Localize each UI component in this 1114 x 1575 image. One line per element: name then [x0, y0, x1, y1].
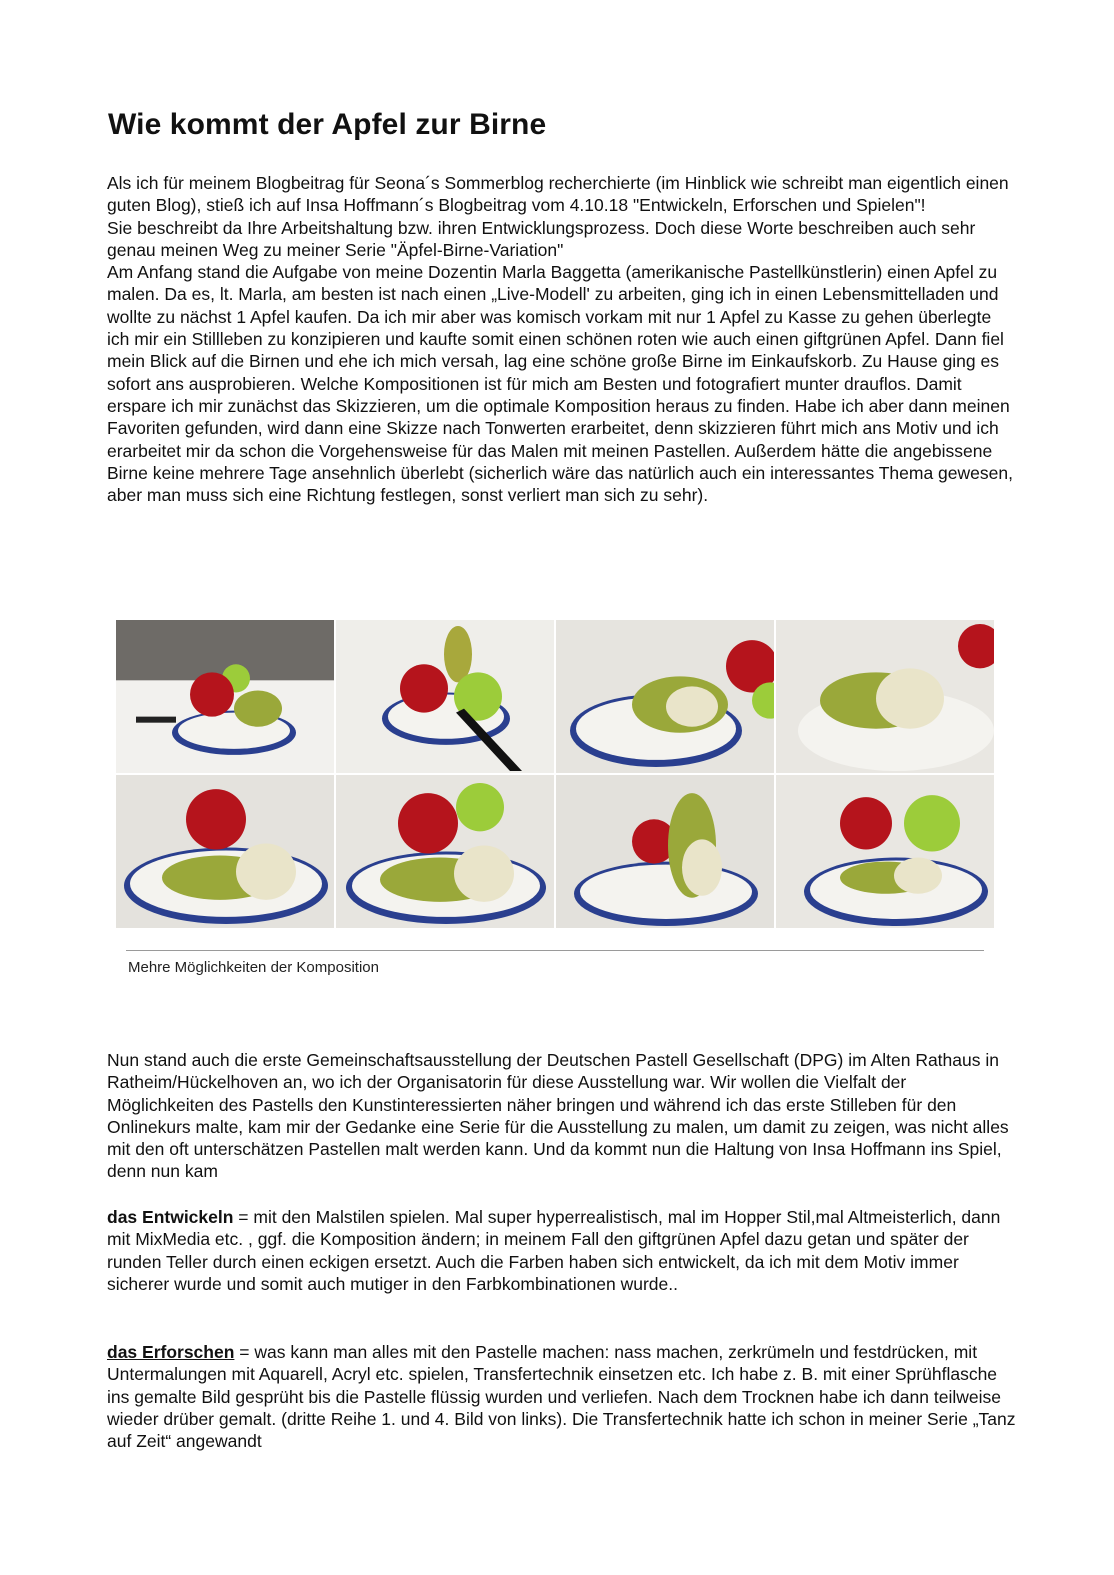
intro-paragraph: Sie beschreibt da Ihre Arbeitshaltung bzw. ihren Entwicklungsprozess. Doch diese Worte beschreiben auch sehr genau meinen Weg zu meiner Serie "Äpfel-Birne-Variation": [107, 217, 976, 260]
explore-term: das Erforschen: [107, 1342, 235, 1362]
develop-paragraph: [107, 1206, 1017, 1295]
still-life-photo: [776, 620, 994, 773]
image-caption: Mehre Möglichkeiten der Komposition: [128, 959, 379, 976]
still-life-photo: [336, 775, 554, 928]
intro-paragraph: Als ich für meinem Blogbeitrag für Seona´s Sommerblog recherchierte (im Hinblick wie schreibt man eigentlich einen guten Blog), stieß ich auf Insa Hoffmann´s Blogbeitrag vom 4.10.18 "Entwickeln, Erforschen und Spielen"!: [107, 173, 1009, 216]
caption-divider: [126, 950, 984, 951]
intro-text: [107, 172, 1017, 506]
still-life-photo: [556, 620, 774, 773]
still-life-photo: [116, 620, 334, 773]
still-life-photo: [116, 775, 334, 928]
develop-term: das Entwickeln: [107, 1207, 234, 1227]
page-title: Wie kommt der Apfel zur Birne: [108, 108, 547, 141]
intro-paragraph: Am Anfang stand die Aufgabe von meine Dozentin Marla Baggetta (amerikanische Pastellkünstlerin) einen Apfel zu malen. Da es, lt. Marla, am besten ist nach einen „Live-Modell' zu arbeiten, ging ich in einen Lebensmittelladen und wollte zu nächst 1 Apfel kaufen. Da ich mir aber was komisch vorkam mit nur 1 Apfel zu Kasse zu gehen überlegte ich mir ein Stillleben zu konzipieren und kaufte somit einen schönen roten wie auch einen giftgrünen Apfel. Dann fiel mein Blick auf die Birnen und ehe ich mich versah, lag eine schöne große Birne im Einkaufskorb. Zu Hause ging es sofort ans ausprobieren. Welche Kompositionen ist für mich am Besten und fotografiert munter drauflos. Damit erspare ich mir zunächst das Skizzieren, um die optimale Komposition heraus zu finden. Habe ich aber dann meinen Favoriten gefunden, wird dann eine Skizze nach Tonwerten erarbeitet, denn skizzieren führt mich ans Motiv und ich erarbeitet mir da schon die Vorgehensweise für das Malen mit meinen Pastellen. Außerdem hätte die angebissene Birne keine mehrere Tage ansehnlich überlebt (sicherlich wäre das natürlich auch ein interessantes Thema gewesen, aber man muss sich eine Richtung festlegen, sonst verliert man sich zu sehr).: [107, 262, 1013, 506]
still-life-photo: [336, 620, 554, 773]
composition-photo-grid: [116, 620, 994, 928]
still-life-photo: [556, 775, 774, 928]
exhibition-paragraph: Nun stand auch die erste Gemeinschaftsausstellung der Deutschen Pastell Gesellschaft (DPG) im Alten Rathaus in Ratheim/Hückelhoven an, wo ich der Organisatorin für diese Ausstellung war. Wir wollen die Vielfalt der Möglichkeiten des Pastells den Kunstinteressierten näher bringen und während ich das erste Stilleben für den Onlinekurs malte, kam mir der Gedanke eine Serie für die Ausstellung zu malen, um damit zu zeigen, was nicht alles mit den oft unterschätzen Pastellen malt werden kann. Und da kommt nun die Haltung von Insa Hoffmann ins Spiel, denn nun kam: [107, 1050, 1009, 1182]
explore-text: = was kann man alles mit den Pastelle machen: nass machen, zerkrümeln und festdrücken, mit Untermalungen mit Aquarell, Acryl etc. spielen, Transfertechnik einsetzen etc. Ich habe z. B. mit einer Sprühflasche ins gemalte Bild gesprüht bis die Pastelle flüssig wurden und verliefen. Nach dem Trocknen habe ich dann teilweise wieder drüber gemalt. (dritte Reihe 1. und 4. Bild von links). Die Transfertechnik hatte ich schon in meiner Serie „Tanz auf Zeit“ angewandt: [107, 1342, 1016, 1452]
develop-text: = mit den Malstilen spielen. Mal super hyperrealistisch, mal im Hopper Stil,mal Altmeisterlich, dann mit MixMedia etc. , ggf. die Komposition ändern; in meinem Fall den giftgrünen Apfel dazu getan und später der runden Teller durch einen eckigen ersetzt. Auch die Farben haben sich entwickelt, da ich mit dem Motiv immer sicherer wurde und somit auch mutiger in den Farbkombinationen wurde..: [107, 1207, 1001, 1294]
still-life-photo: [776, 775, 994, 928]
explore-paragraph: [107, 1341, 1017, 1452]
